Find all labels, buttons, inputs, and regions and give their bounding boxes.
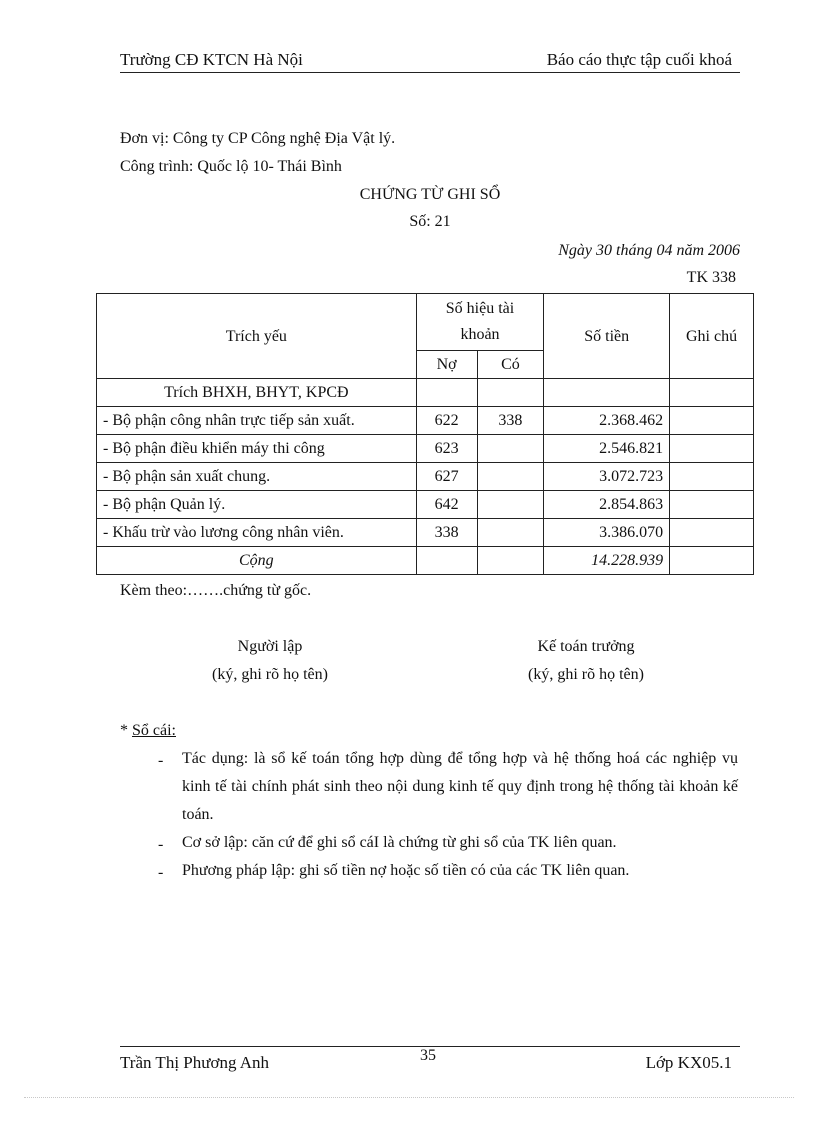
header-amount: Số tiền [544,294,670,379]
row-debit: 627 [416,463,477,491]
page-number: 35 [420,1047,436,1064]
row-credit [477,519,544,547]
row-summary: - Bộ phận công nhân trực tiếp sản xuất. [97,407,417,435]
row-amount: 3.386.070 [544,519,670,547]
total-amount: 14.228.939 [544,547,670,575]
voucher-number: Số: 21 [409,213,451,230]
footer-author: Trần Thị Phương Anh [120,1053,270,1072]
table-row [97,491,754,519]
header-note: Ghi chú [670,294,754,379]
total-label: Cộng [97,547,417,575]
row-summary: - Bộ phận Quản lý. [97,491,417,519]
ledger-star: * [120,722,132,739]
row-debit: 623 [416,435,477,463]
row-amount: 2.546.821 [544,435,670,463]
chief-accountant-sign-note: (ký, ghi rõ họ tên) [528,666,644,683]
table-row [97,463,754,491]
preparer-sign-note: (ký, ghi rõ họ tên) [212,666,328,683]
header-school: Trường CĐ KTCN Hà Nội [120,50,303,69]
voucher-date: Ngày 30 tháng 04 năm 2006 [558,242,740,259]
bullet-dash: - [158,836,164,853]
row-amount: 2.854.863 [544,491,670,519]
attached-documents: Kèm theo:…….chứng từ gốc. [120,582,312,599]
row-debit: 642 [416,491,477,519]
row-note [670,435,754,463]
ledger-heading [120,722,176,740]
row-credit [477,463,544,491]
voucher-title: CHỨNG TỪ GHI SỔ [359,186,501,203]
footer-class: Lớp KX05.1 [645,1053,732,1072]
row-credit [477,491,544,519]
row-credit [477,435,544,463]
table-row [97,407,754,435]
row-summary: - Khấu trừ vào lương công nhân viên. [97,519,417,547]
header-report-title: Báo cáo thực tập cuối khoá [546,50,732,69]
row-debit: 622 [416,407,477,435]
row-amount: 2.368.462 [544,407,670,435]
bullet-dash: - [158,752,164,769]
page-bottom-divider [24,1097,794,1098]
row-note [670,491,754,519]
row-summary: - Bộ phận điều khiển máy thi công [97,435,417,463]
unit-line: Đơn vị: Công ty CP Công nghệ Địa Vật lý. [120,130,396,147]
ledger-title: Sổ cái: [132,722,176,739]
row-note [670,519,754,547]
ledger-item-method: Phương pháp lập: ghi số tiền nợ hoặc số tiền có của các TK liên quan. [182,862,630,879]
row-amount: 3.072.723 [544,463,670,491]
bullet-dash: - [158,864,164,881]
header-summary: Trích yếu [97,294,417,379]
voucher-account: TK 338 [686,269,736,286]
header-rule [120,72,740,73]
ledger-item-purpose: Tác dụng: là sổ kế toán tổng hợp dùng để tổng hợp và hệ thống hoá các nghiệp vụ kinh tế tài chính phát sinh theo nội dung kinh tế quy định trong hệ thống tài khoản kế toán. [182,750,738,823]
row-debit: 338 [416,519,477,547]
row-credit: 338 [477,407,544,435]
header-debit: Nợ [416,351,477,379]
table-row [97,519,754,547]
header-credit: Có [477,351,544,379]
table-row [97,379,754,407]
chief-accountant-label: Kế toán trưởng [537,638,635,655]
project-line: Công trình: Quốc lộ 10- Thái Bình [120,158,342,175]
group-title: Trích BHXH, BHYT, KPCĐ [97,379,417,407]
row-note [670,407,754,435]
row-note [670,463,754,491]
header-account-no: Số hiệu tài khoản [416,294,544,351]
table-row [97,435,754,463]
row-summary: - Bộ phận sản xuất chung. [97,463,417,491]
ledger-item-basis: Cơ sở lập: căn cứ để ghi sổ cáI là chứng từ ghi sổ của TK liên quan. [182,834,617,851]
voucher-table [96,293,754,575]
preparer-label: Người lập [237,638,303,655]
table-total-row [97,547,754,575]
